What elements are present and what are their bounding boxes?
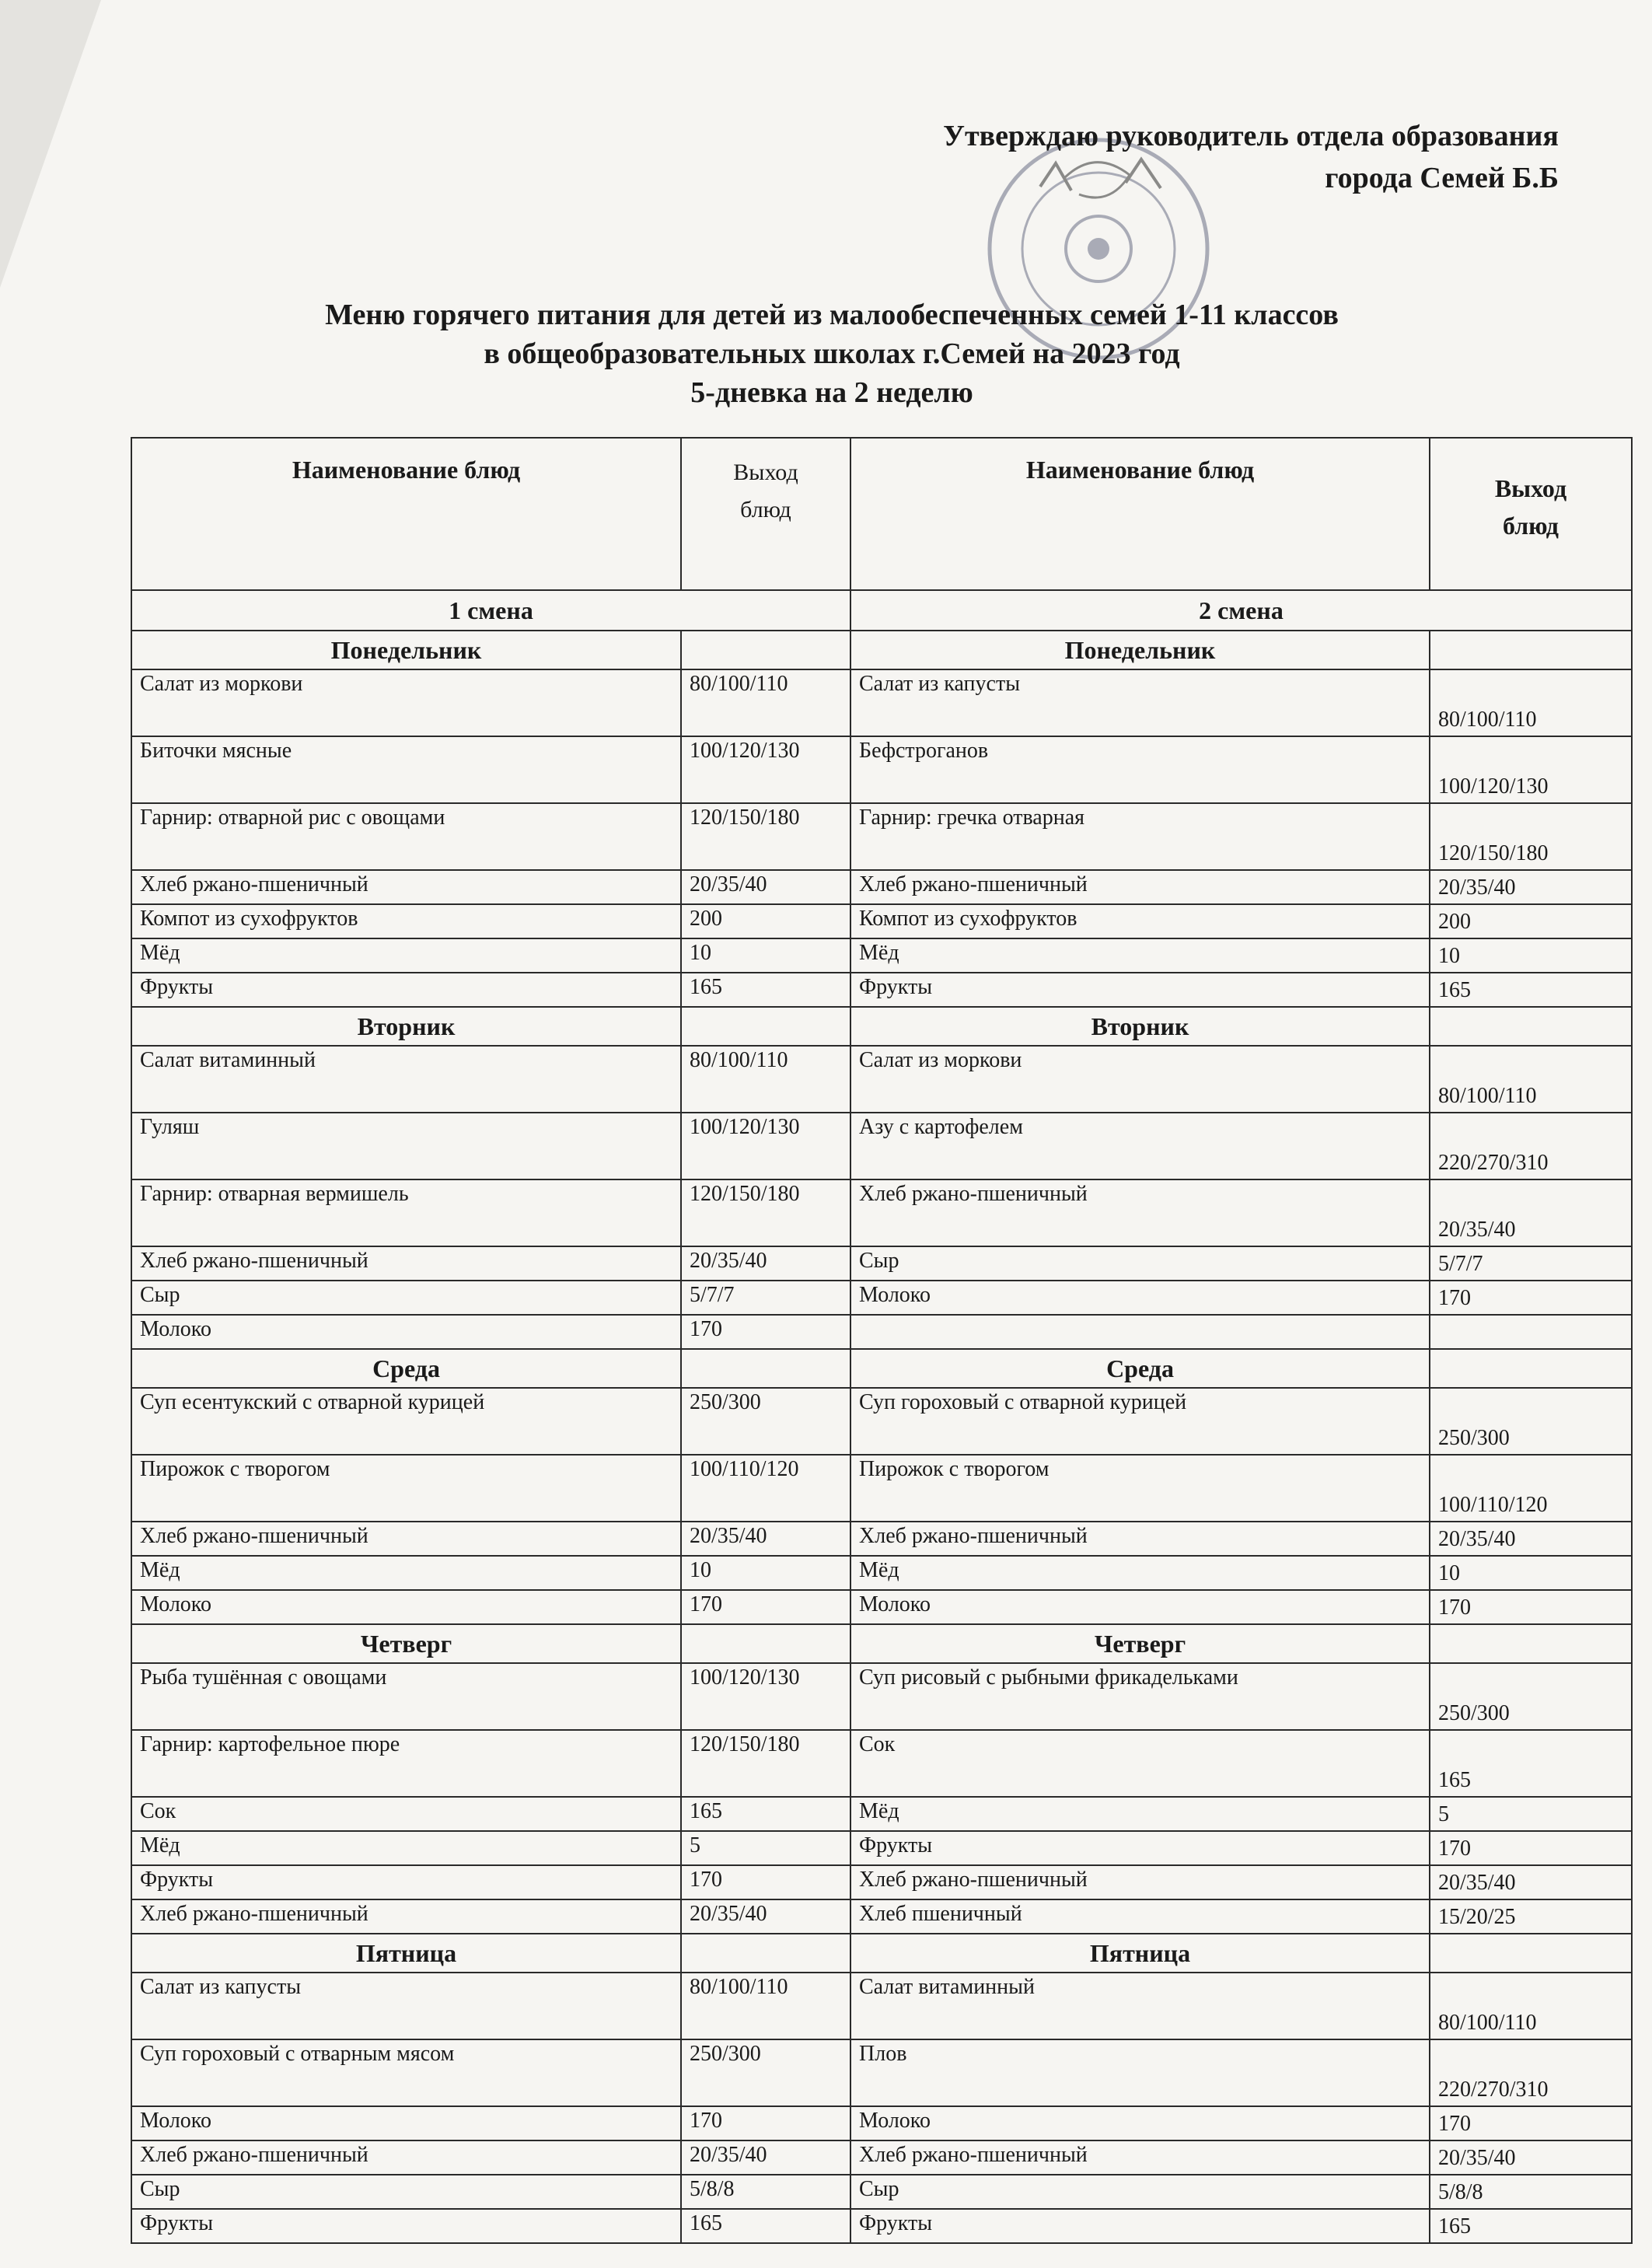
day-header-row: [131, 631, 1632, 669]
yield-header-word-1: Выход: [1494, 474, 1567, 502]
dish-name-shift-2: [850, 1315, 1430, 1349]
dish-name-shift-1: Фрукты: [131, 2209, 681, 2243]
dish-name-shift-1: Хлеб ржано-пшеничный: [131, 1246, 681, 1281]
shift-1-label: 1 смена: [131, 590, 850, 631]
dish-name-shift-1: Гарнир: отварная вермишель: [131, 1179, 681, 1246]
yield-shift-1: 10: [681, 938, 850, 973]
table-header-row: [131, 438, 1632, 590]
day-empty-cell: [681, 1349, 850, 1388]
yield-header-word-1: Выход: [733, 460, 798, 485]
yield-shift-1: 170: [681, 1315, 850, 1349]
dish-name-shift-2: Сыр: [850, 2175, 1430, 2209]
day-header-row: [131, 1007, 1632, 1046]
column-header-dish-1: Наименование блюд: [131, 438, 681, 590]
yield-shift-2: 170: [1430, 1281, 1632, 1315]
yield-shift-2: 220/270/310: [1430, 2039, 1632, 2106]
dish-name-shift-1: Сок: [131, 1797, 681, 1831]
dish-name-shift-2: Хлеб ржано-пшеничный: [850, 2140, 1430, 2175]
dish-name-shift-2: Фрукты: [850, 973, 1430, 1007]
yield-shift-2: 20/35/40: [1430, 1522, 1632, 1556]
day-empty-cell: [681, 1007, 850, 1046]
day-empty-cell: [681, 1624, 850, 1663]
table-row: [131, 2106, 1632, 2140]
yield-shift-2: 170: [1430, 1590, 1632, 1624]
dish-name-shift-2: Сыр: [850, 1246, 1430, 1281]
day-empty-cell: [681, 1934, 850, 1973]
dish-name-shift-1: Суп гороховый с отварным мясом: [131, 2039, 681, 2106]
table-row: [131, 803, 1632, 870]
yield-shift-1: 100/110/120: [681, 1455, 850, 1522]
table-row: [131, 2209, 1632, 2243]
yield-shift-2: 170: [1430, 1831, 1632, 1865]
day-name-shift-1: Вторник: [131, 1007, 681, 1046]
yield-shift-1: 120/150/180: [681, 1179, 850, 1246]
day-empty-cell: [1430, 1934, 1632, 1973]
title-line-1: Меню горячего питания для детей из малообеспеченных семей 1-11 классов: [325, 299, 1339, 331]
yield-shift-2: 250/300: [1430, 1388, 1632, 1455]
yield-shift-2: 15/20/25: [1430, 1899, 1632, 1934]
title-line-2: в общеобразовательных школах г.Семей на 2023 год: [484, 337, 1180, 370]
yield-header-word-2: блюд: [1503, 512, 1559, 540]
yield-shift-2: [1430, 1315, 1632, 1349]
dish-name-shift-1: Рыба тушённая с овощами: [131, 1663, 681, 1730]
yield-shift-2: 80/100/110: [1430, 669, 1632, 736]
yield-shift-2: 165: [1430, 2209, 1632, 2243]
yield-shift-2: 80/100/110: [1430, 1046, 1632, 1113]
day-empty-cell: [1430, 1007, 1632, 1046]
yield-shift-1: 200: [681, 904, 850, 938]
yield-shift-2: 170: [1430, 2106, 1632, 2140]
dish-name-shift-2: Салат витаминный: [850, 1973, 1430, 2039]
yield-shift-2: 10: [1430, 938, 1632, 973]
yield-shift-1: 20/35/40: [681, 2140, 850, 2175]
table-row: [131, 1246, 1632, 1281]
yield-shift-1: 20/35/40: [681, 1899, 850, 1934]
table-row: [131, 1455, 1632, 1522]
table-row: [131, 1179, 1632, 1246]
dish-name-shift-2: Хлеб ржано-пшеничный: [850, 870, 1430, 904]
yield-shift-2: 250/300: [1430, 1663, 1632, 1730]
paper-corner-shadow: [0, 0, 101, 288]
dish-name-shift-1: Суп есентукский с отварной курицей: [131, 1388, 681, 1455]
dish-name-shift-2: Молоко: [850, 2106, 1430, 2140]
dish-name-shift-1: Салат из моркови: [131, 669, 681, 736]
yield-shift-1: 80/100/110: [681, 669, 850, 736]
yield-shift-1: 20/35/40: [681, 1522, 850, 1556]
dish-name-shift-1: Хлеб ржано-пшеничный: [131, 1522, 681, 1556]
dish-name-shift-1: Фрукты: [131, 1865, 681, 1899]
dish-name-shift-1: Сыр: [131, 2175, 681, 2209]
approval-block: [943, 115, 1559, 199]
yield-header-word-2: блюд: [740, 497, 791, 522]
yield-shift-1: 165: [681, 2209, 850, 2243]
yield-shift-1: 165: [681, 973, 850, 1007]
table-row: [131, 1730, 1632, 1797]
dish-name-shift-2: Азу с картофелем: [850, 1113, 1430, 1179]
column-header-dish-2: Наименование блюд: [850, 438, 1430, 590]
day-empty-cell: [1430, 631, 1632, 669]
yield-shift-1: 165: [681, 1797, 850, 1831]
dish-name-shift-2: Суп гороховый с отварной курицей: [850, 1388, 1430, 1455]
yield-shift-2: 220/270/310: [1430, 1113, 1632, 1179]
yield-shift-1: 80/100/110: [681, 1973, 850, 2039]
day-name-shift-1: Пятница: [131, 1934, 681, 1973]
yield-shift-2: 20/35/40: [1430, 1865, 1632, 1899]
yield-shift-1: 10: [681, 1556, 850, 1590]
yield-shift-2: 200: [1430, 904, 1632, 938]
table-row: [131, 1797, 1632, 1831]
table-row: [131, 1046, 1632, 1113]
yield-shift-1: 5: [681, 1831, 850, 1865]
yield-shift-2: 20/35/40: [1430, 2140, 1632, 2175]
yield-shift-2: 100/110/120: [1430, 1455, 1632, 1522]
yield-shift-1: 5/8/8: [681, 2175, 850, 2209]
yield-shift-1: 80/100/110: [681, 1046, 850, 1113]
yield-shift-2: 80/100/110: [1430, 1973, 1632, 2039]
dish-name-shift-2: Салат из капусты: [850, 669, 1430, 736]
yield-shift-2: 20/35/40: [1430, 1179, 1632, 1246]
dish-name-shift-1: Молоко: [131, 2106, 681, 2140]
dish-name-shift-1: Сыр: [131, 1281, 681, 1315]
dish-name-shift-1: Мёд: [131, 1556, 681, 1590]
menu-table-body: [131, 590, 1632, 2243]
dish-name-shift-2: Сок: [850, 1730, 1430, 1797]
table-row: [131, 904, 1632, 938]
yield-shift-1: 20/35/40: [681, 1246, 850, 1281]
dish-name-shift-1: Мёд: [131, 938, 681, 973]
yield-shift-2: 165: [1430, 1730, 1632, 1797]
day-empty-cell: [1430, 1624, 1632, 1663]
table-row: [131, 2140, 1632, 2175]
shift-2-label: 2 смена: [850, 590, 1632, 631]
dish-name-shift-2: Фрукты: [850, 2209, 1430, 2243]
yield-shift-1: 170: [681, 1590, 850, 1624]
dish-name-shift-2: Молоко: [850, 1281, 1430, 1315]
yield-shift-2: 120/150/180: [1430, 803, 1632, 870]
day-empty-cell: [681, 631, 850, 669]
table-row: [131, 1831, 1632, 1865]
approval-line-2: города Семей Б.Б: [1325, 162, 1559, 194]
table-row: [131, 1556, 1632, 1590]
dish-name-shift-2: Мёд: [850, 1556, 1430, 1590]
document-title: [202, 295, 1462, 412]
yield-shift-2: 5/8/8: [1430, 2175, 1632, 2209]
dish-name-shift-2: Молоко: [850, 1590, 1430, 1624]
day-empty-cell: [1430, 1349, 1632, 1388]
approval-line-1: Утверждаю руководитель отдела образования: [943, 120, 1559, 152]
day-name-shift-2: Понедельник: [850, 631, 1430, 669]
dish-name-shift-2: Суп рисовый с рыбными фрикадельками: [850, 1663, 1430, 1730]
table-row: [131, 1281, 1632, 1315]
dish-name-shift-1: Мёд: [131, 1831, 681, 1865]
yield-shift-1: 100/120/130: [681, 1663, 850, 1730]
dish-name-shift-2: Гарнир: гречка отварная: [850, 803, 1430, 870]
day-name-shift-2: Вторник: [850, 1007, 1430, 1046]
yield-shift-1: 5/7/7: [681, 1281, 850, 1315]
menu-table: [131, 437, 1633, 2244]
column-header-yield-1: [681, 438, 850, 590]
day-name-shift-1: Среда: [131, 1349, 681, 1388]
day-name-shift-2: Среда: [850, 1349, 1430, 1388]
table-row: [131, 2175, 1632, 2209]
day-name-shift-2: Четверг: [850, 1624, 1430, 1663]
table-row: [131, 973, 1632, 1007]
column-header-yield-2: [1430, 438, 1632, 590]
dish-name-shift-2: Хлеб пшеничный: [850, 1899, 1430, 1934]
yield-shift-2: 165: [1430, 973, 1632, 1007]
dish-name-shift-2: Хлеб ржано-пшеничный: [850, 1179, 1430, 1246]
yield-shift-1: 120/150/180: [681, 803, 850, 870]
dish-name-shift-2: Плов: [850, 2039, 1430, 2106]
dish-name-shift-1: Молоко: [131, 1590, 681, 1624]
day-header-row: [131, 1624, 1632, 1663]
dish-name-shift-1: Салат из капусты: [131, 1973, 681, 2039]
day-name-shift-2: Пятница: [850, 1934, 1430, 1973]
dish-name-shift-1: Салат витаминный: [131, 1046, 681, 1113]
dish-name-shift-2: Салат из моркови: [850, 1046, 1430, 1113]
table-row: [131, 1865, 1632, 1899]
yield-shift-1: 100/120/130: [681, 736, 850, 803]
yield-shift-1: 120/150/180: [681, 1730, 850, 1797]
yield-shift-1: 170: [681, 2106, 850, 2140]
dish-name-shift-1: Хлеб ржано-пшеничный: [131, 1899, 681, 1934]
table-row: [131, 1590, 1632, 1624]
dish-name-shift-1: Компот из сухофруктов: [131, 904, 681, 938]
day-name-shift-1: Понедельник: [131, 631, 681, 669]
yield-shift-2: 5/7/7: [1430, 1246, 1632, 1281]
dish-name-shift-1: Биточки мясные: [131, 736, 681, 803]
shift-header-row: [131, 590, 1632, 631]
day-header-row: [131, 1934, 1632, 1973]
table-row: [131, 1973, 1632, 2039]
table-row: [131, 1388, 1632, 1455]
dish-name-shift-1: Пирожок с творогом: [131, 1455, 681, 1522]
yield-shift-2: 100/120/130: [1430, 736, 1632, 803]
dish-name-shift-1: Фрукты: [131, 973, 681, 1007]
yield-shift-2: 5: [1430, 1797, 1632, 1831]
table-row: [131, 1113, 1632, 1179]
table-row: [131, 669, 1632, 736]
dish-name-shift-1: Гарнир: отварной рис с овощами: [131, 803, 681, 870]
day-name-shift-1: Четверг: [131, 1624, 681, 1663]
table-row: [131, 1522, 1632, 1556]
dish-name-shift-2: Компот из сухофруктов: [850, 904, 1430, 938]
table-row: [131, 1899, 1632, 1934]
dish-name-shift-1: Гуляш: [131, 1113, 681, 1179]
dish-name-shift-2: Бефстроганов: [850, 736, 1430, 803]
table-row: [131, 1315, 1632, 1349]
dish-name-shift-1: Молоко: [131, 1315, 681, 1349]
yield-shift-1: 250/300: [681, 2039, 850, 2106]
table-row: [131, 1663, 1632, 1730]
yield-shift-2: 20/35/40: [1430, 870, 1632, 904]
dish-name-shift-1: Хлеб ржано-пшеничный: [131, 870, 681, 904]
yield-shift-1: 250/300: [681, 1388, 850, 1455]
title-line-3: 5-дневка на 2 неделю: [690, 376, 973, 409]
yield-shift-2: 10: [1430, 1556, 1632, 1590]
dish-name-shift-1: Гарнир: картофельное пюре: [131, 1730, 681, 1797]
dish-name-shift-2: Пирожок с творогом: [850, 1455, 1430, 1522]
dish-name-shift-2: Хлеб ржано-пшеничный: [850, 1865, 1430, 1899]
yield-shift-1: 20/35/40: [681, 870, 850, 904]
day-header-row: [131, 1349, 1632, 1388]
table-row: [131, 870, 1632, 904]
dish-name-shift-1: Хлеб ржано-пшеничный: [131, 2140, 681, 2175]
table-row: [131, 938, 1632, 973]
yield-shift-1: 100/120/130: [681, 1113, 850, 1179]
dish-name-shift-2: Хлеб ржано-пшеничный: [850, 1522, 1430, 1556]
dish-name-shift-2: Мёд: [850, 938, 1430, 973]
dish-name-shift-2: Фрукты: [850, 1831, 1430, 1865]
dish-name-shift-2: Мёд: [850, 1797, 1430, 1831]
table-row: [131, 2039, 1632, 2106]
yield-shift-1: 170: [681, 1865, 850, 1899]
table-row: [131, 736, 1632, 803]
